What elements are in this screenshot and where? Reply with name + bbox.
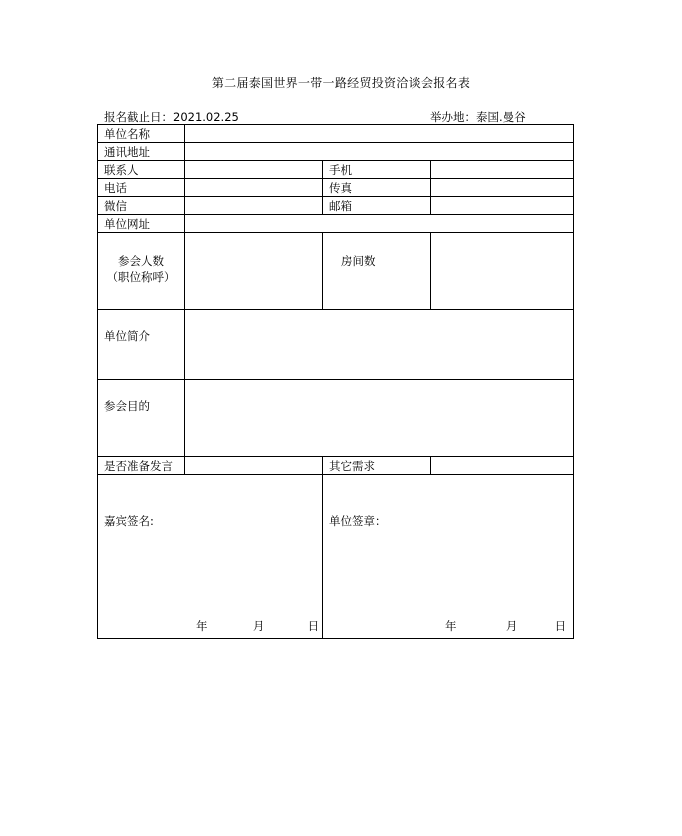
attendees-sublabel: （职位称呼） <box>106 270 176 284</box>
attendees-field[interactable] <box>185 233 323 310</box>
wechat-field[interactable] <box>185 197 323 215</box>
row-phone <box>98 179 574 197</box>
registration-form-table <box>97 124 574 639</box>
guest-day-label: 日 <box>307 619 320 633</box>
guest-signature-label: 嘉宾签名: <box>104 514 154 528</box>
venue-text: 举办地：泰国.曼谷 <box>430 110 526 124</box>
row-signatures <box>98 475 574 639</box>
rooms-field[interactable] <box>431 233 574 310</box>
org-seal-label: 单位签章： <box>329 514 387 528</box>
other-label: 其它需求 <box>323 457 431 475</box>
attendees-label-cell <box>98 233 185 310</box>
guest-month-label: 月 <box>252 619 265 633</box>
fax-field[interactable] <box>431 179 574 197</box>
deadline-text: 报名截止日：2021.02.25 <box>104 110 239 124</box>
org-seal-cell[interactable] <box>323 475 574 639</box>
row-org-name <box>98 125 574 143</box>
row-intro <box>98 310 574 380</box>
wechat-label: 微信 <box>98 197 185 215</box>
intro-field[interactable] <box>185 310 574 380</box>
guest-date-line <box>196 618 319 634</box>
mobile-field[interactable] <box>431 161 574 179</box>
phone-field[interactable] <box>185 179 323 197</box>
org-date-line <box>445 618 566 634</box>
other-field[interactable] <box>431 457 574 475</box>
org-month-label: 月 <box>505 619 518 633</box>
contact-label: 联系人 <box>98 161 185 179</box>
purpose-label-cell <box>98 380 185 457</box>
purpose-label: 参会目的 <box>104 399 150 413</box>
guest-signature-cell[interactable] <box>98 475 323 639</box>
purpose-field[interactable] <box>185 380 574 457</box>
org-name-field[interactable] <box>185 125 574 143</box>
website-field[interactable] <box>185 215 574 233</box>
org-year-label: 年 <box>445 619 457 633</box>
phone-label: 电话 <box>98 179 185 197</box>
website-label: 单位网址 <box>98 215 185 233</box>
row-attendees <box>98 233 574 310</box>
contact-field[interactable] <box>185 161 323 179</box>
rooms-label-cell <box>323 233 431 310</box>
form-title: 第二届泰国世界一带一路经贸投资洽谈会报名表 <box>211 76 471 90</box>
row-address <box>98 143 574 161</box>
mobile-label: 手机 <box>323 161 431 179</box>
row-wechat <box>98 197 574 215</box>
org-day-label: 日 <box>554 619 567 633</box>
speech-label: 是否准备发言 <box>98 457 185 475</box>
row-purpose <box>98 380 574 457</box>
guest-year-label: 年 <box>196 619 208 633</box>
speech-field[interactable] <box>185 457 323 475</box>
row-contact <box>98 161 574 179</box>
rooms-label: 房间数 <box>341 254 376 268</box>
address-field[interactable] <box>185 143 574 161</box>
fax-label: 传真 <box>323 179 431 197</box>
row-website <box>98 215 574 233</box>
intro-label-cell <box>98 310 185 380</box>
intro-label: 单位简介 <box>104 329 150 343</box>
org-name-label: 单位名称 <box>98 125 185 143</box>
email-field[interactable] <box>431 197 574 215</box>
row-speech <box>98 457 574 475</box>
attendees-label: 参会人数 <box>118 254 164 268</box>
email-label: 邮箱 <box>323 197 431 215</box>
address-label: 通讯地址 <box>98 143 185 161</box>
